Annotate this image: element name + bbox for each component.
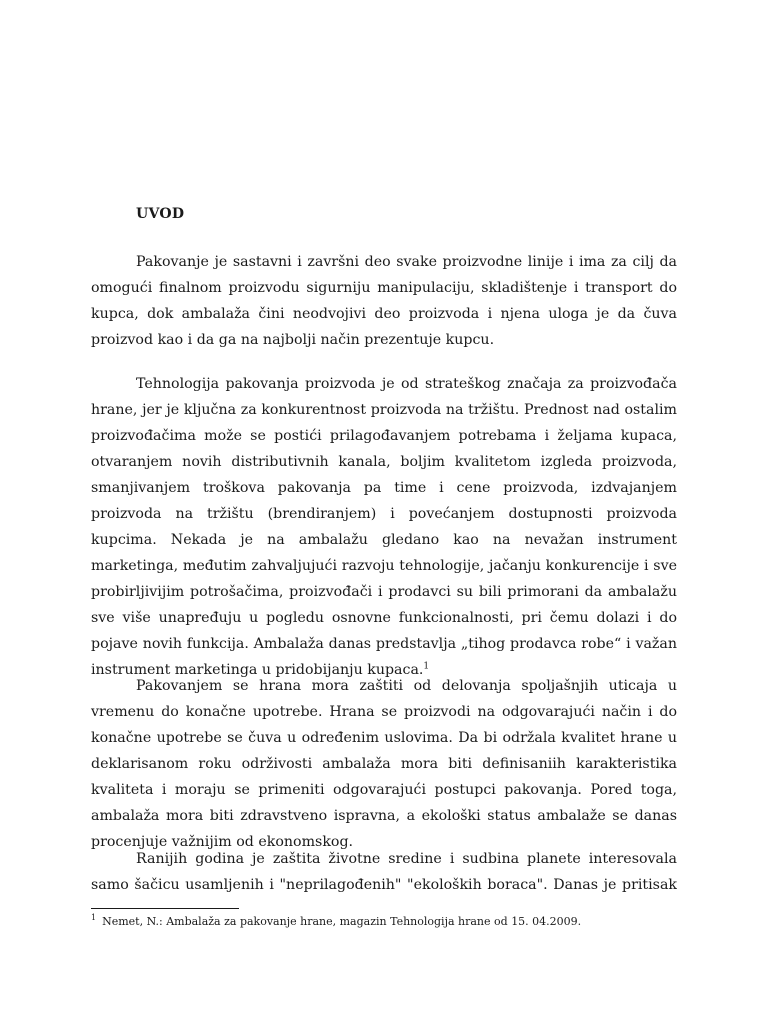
paragraph-3 [91,673,677,855]
paragraph-2 [91,371,677,683]
paragraph-3-text: Pakovanjem se hrana mora zaštiti od delovanja spoljašnjih uticaja u vremenu do konačne upotrebe. Hrana se proizvodi na odgovarajući način i do konačne upotrebe se čuva u određenim uslovima. Da bi održala kvalitet hrane u deklarisanom roku održivosti ambalaža mora biti definisaniih karakteristika kvaliteta i moraju se primeniti odgovarajući postupci pakovanja. Pored toga, ambalaža mora biti zdravstveno ispravna, a ekološki status ambalaže se danas procenjuje važnijim od ekonomskog. [91,678,677,850]
paragraph-1-text: Pakovanje je sastavni i završni deo svake proizvodne linije i ima za cilj da omogući finalnom proizvodu sigurniju manipulaciju, skladištenje i transport do kupca, dok ambalaža čini neodvojivi deo proizvoda i njena uloga je da čuva proizvod kao i da ga na najbolji način prezentuje kupcu. [91,254,677,348]
paragraph-4-text: Ranijih godina je zaštita životne sredine i sudbina planete interesovala samo šačicu usamljenih i "neprilagođenih" "ekoloških boraca". Danas je pritisak [91,851,677,893]
footnote-text: Nemet, N.: Ambalaža za pakovanje hrane, magazin Tehnologija hrane od 15. 04.2009. [102,915,582,928]
paragraph-1 [91,249,677,353]
section-heading: UVOD [136,206,185,222]
paragraph-4 [91,846,677,898]
paragraph-2-text: Tehnologija pakovanja proizvoda je od strateškog značaja za proizvođača hrane, jer je ključna za konkurentnost proizvoda na tržištu. Prednost nad ostalim proizvođačima može se postići prilagođavanjem potrebama i željama kupaca, otvaranjem novih distributivnih kanala, boljim kvalitetom izgleda proizvoda, smanjivanjem troškova pakovanja pa time i cene proizvoda, izdvajanjem proizvoda na tržištu (brendiranjem) i povećanjem dostupnosti proizvoda kupcima. Nekada je na ambalažu gledano kao na nevažan instrument marketinga, međutim zahvaljujući razvoju tehnologije, jačanju konkurencije i sve probirljivijim potrošačima, proizvođači i prodavci su bili primorani da ambalažu sve više unapređuju u pogledu osnovne funkcionalnosti, pri čemu dolazi i do pojave novih funkcija. Ambalaža danas predstavlja „tihog prodavca robe“ i važan instrument marketinga u pridobijanju kupaca. [91,376,677,678]
footnote-reference[interactable]: 1 [423,661,430,672]
footnote-number: 1 [91,913,97,923]
footnote-divider [91,908,239,909]
footnote [91,913,677,931]
